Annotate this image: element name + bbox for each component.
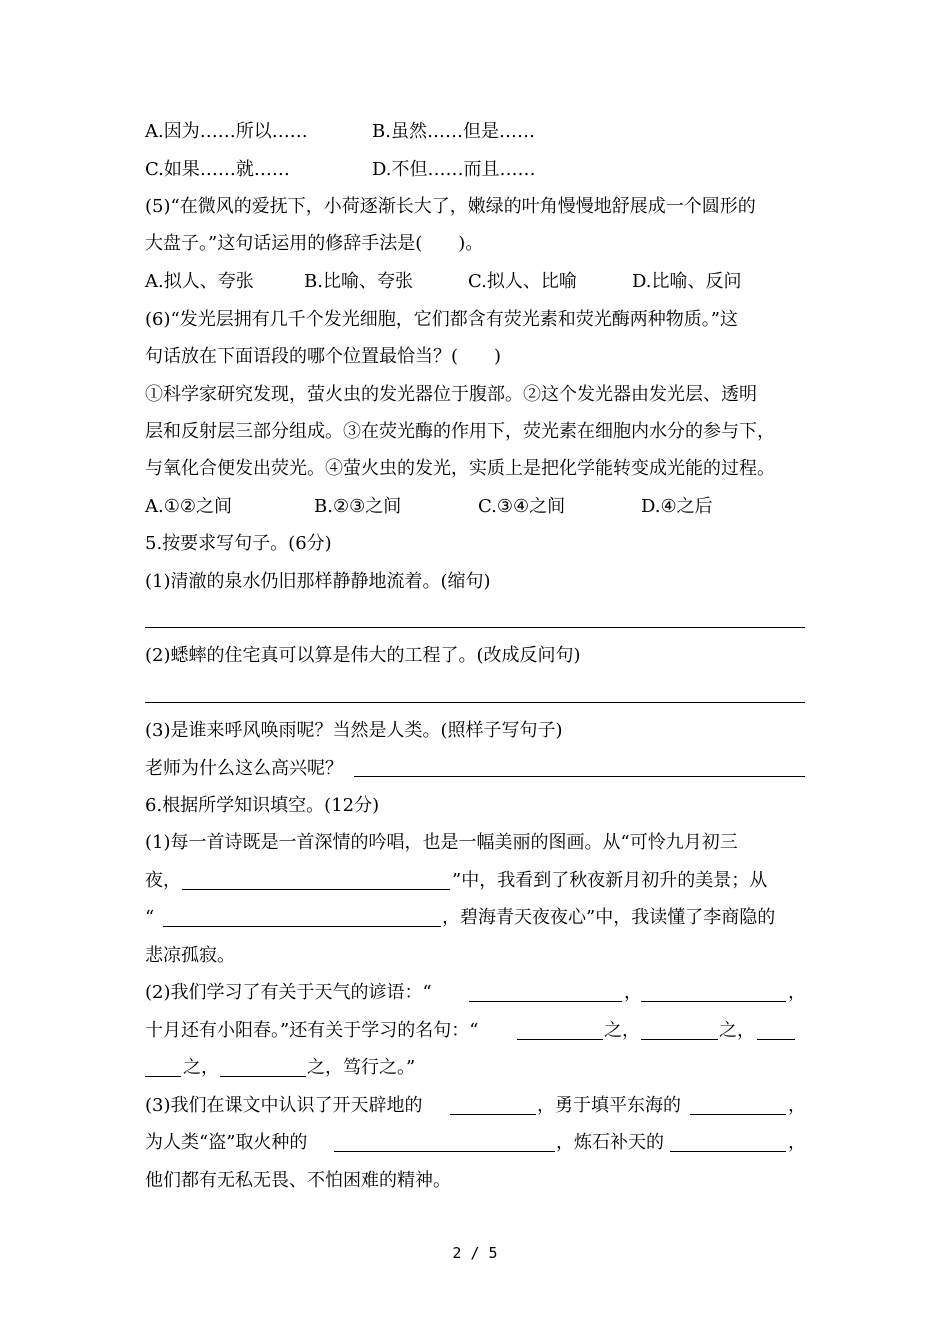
s6-item-2-zhi-1: 之， bbox=[604, 1020, 640, 1041]
s6-item-2-blank-1[interactable] bbox=[469, 1001, 622, 1002]
q4-4-option-c: C.如果……就…… bbox=[145, 159, 290, 180]
s6-item-2-blank-5a[interactable] bbox=[757, 1039, 795, 1040]
s6-item-2-blank-4[interactable] bbox=[641, 1039, 718, 1040]
s6-item-1-text-c: “ bbox=[145, 907, 155, 928]
s5-item-2: (2)蟋蟀的住宅真可以算是伟大的工程了。(改成反问句) bbox=[145, 645, 581, 666]
s6-item-1-text-b: ”中，我看到了秋夜新月初升的美景；从 bbox=[452, 870, 768, 891]
q4-6-passage-line2: 层和反射层三部分组成。③在荧光酶的作用下，荧光素在细胞内水分的参与下， bbox=[145, 421, 775, 442]
s6-item-3-text-d: ，炼石补天的 bbox=[556, 1132, 664, 1153]
s6-item-2-blank-6[interactable] bbox=[220, 1076, 306, 1077]
s6-item-1-line4: 悲凉孤寂。 bbox=[145, 945, 235, 966]
section-5-heading: 5.按要求写句子。(6分) bbox=[145, 533, 332, 554]
s6-item-2-text-a: (2)我们学习了有关于天气的谚语：“ bbox=[145, 982, 432, 1003]
q4-6-stem-line2: 句话放在下面语段的哪个位置最恰当？( ) bbox=[145, 346, 502, 367]
s6-item-1-blank-1[interactable] bbox=[182, 889, 450, 890]
s6-item-1-blank-2[interactable] bbox=[163, 926, 441, 927]
q4-6-option-a: A.①②之间 bbox=[145, 496, 232, 517]
s6-item-2-text-b: 十月还有小阳春。”还有关于学习的名句：“ bbox=[145, 1020, 479, 1041]
s6-item-3-blank-4[interactable] bbox=[670, 1151, 786, 1152]
q4-5-option-c: C.拟人、比喻 bbox=[468, 271, 577, 292]
s6-item-3-blank-1[interactable] bbox=[450, 1114, 536, 1115]
q4-5-option-b: B.比喻、夸张 bbox=[304, 271, 413, 292]
s6-item-1-line1: (1)每一首诗既是一首深情的吟唱，也是一幅美丽的图画。从“可怜九月初三 bbox=[145, 832, 738, 853]
s6-item-3-text-a: (3)我们在课文中认识了开天辟地的 bbox=[145, 1095, 423, 1116]
s6-item-3-comma: ， bbox=[788, 1095, 806, 1116]
q4-5-option-d: D.比喻、反问 bbox=[632, 271, 742, 292]
q4-6-passage-line1: ①科学家研究发现，萤火虫的发光器位于腹部。②这个发光器由发光层、透明 bbox=[145, 384, 757, 405]
s6-item-2-blank-2[interactable] bbox=[641, 1001, 786, 1002]
s6-item-2-text-c: 之，笃行之。” bbox=[307, 1057, 416, 1078]
s6-item-2-blank-3[interactable] bbox=[517, 1039, 603, 1040]
q4-6-option-c: C.③④之间 bbox=[478, 496, 566, 517]
s6-item-2-zhi-2: 之， bbox=[719, 1020, 755, 1041]
s6-item-3-text-b: ，勇于填平东海的 bbox=[537, 1095, 681, 1116]
s6-item-3-blank-3[interactable] bbox=[334, 1151, 555, 1152]
s6-item-3-comma-2: ， bbox=[788, 1132, 806, 1153]
s5-item-3-prompt: 老师为什么这么高兴呢？ bbox=[145, 758, 343, 779]
s5-item-1: (1)清澈的泉水仍旧那样静静地流着。(缩句) bbox=[145, 571, 491, 592]
s5-item-1-answer-line[interactable] bbox=[145, 627, 805, 628]
s6-item-2-zhi-3: 之， bbox=[183, 1057, 219, 1078]
section-6-heading: 6.根据所学知识填空。(12分) bbox=[145, 795, 380, 816]
s6-item-1-text-a: 夜， bbox=[145, 870, 181, 891]
s6-item-3-line3: 他们都有无私无畏、不怕困难的精神。 bbox=[145, 1170, 451, 1191]
s5-item-2-answer-line[interactable] bbox=[145, 702, 805, 703]
s6-item-2-comma-1: ， bbox=[624, 982, 642, 1003]
q4-5-stem-line1: (5)“在微风的爱抚下，小荷逐渐长大了，嫩绿的叶角慢慢地舒展成一个圆形的 bbox=[145, 196, 756, 217]
q4-6-stem-line1: (6)“发光层拥有几千个发光细胞，它们都含有荧光素和荧光酶两种物质。”这 bbox=[145, 309, 738, 330]
s6-item-2-comma-2: ， bbox=[788, 982, 806, 1003]
q4-5-stem-line2: 大盘子。”这句话运用的修辞手法是( )。 bbox=[145, 233, 484, 254]
q4-6-passage-line3: 与氧化合便发出荧光。④萤火虫的发光，实质上是把化学能转变成光能的过程。 bbox=[145, 458, 775, 479]
page-number: 2 / 5 bbox=[452, 1244, 498, 1262]
s5-item-3: (3)是谁来呼风唤雨呢？当然是人类。(照样子写句子) bbox=[145, 720, 563, 741]
q4-5-option-a: A.拟人、夸张 bbox=[145, 271, 254, 292]
s6-item-1-text-d: ，碧海青天夜夜心”中，我读懂了李商隐的 bbox=[442, 907, 776, 928]
q4-6-option-b: B.②③之间 bbox=[314, 496, 402, 517]
s6-item-3-text-c: 为人类“盗”取火种的 bbox=[145, 1132, 308, 1153]
s6-item-2-blank-5b[interactable] bbox=[145, 1076, 181, 1077]
q4-4-option-a: A.因为……所以…… bbox=[145, 121, 308, 142]
q4-4-option-d: D.不但……而且…… bbox=[372, 159, 536, 180]
q4-4-option-b: B.虽然……但是…… bbox=[372, 121, 535, 142]
s5-item-3-answer-line[interactable] bbox=[354, 776, 805, 777]
q4-6-option-d: D.④之后 bbox=[641, 496, 713, 517]
s6-item-3-blank-2[interactable] bbox=[690, 1114, 786, 1115]
